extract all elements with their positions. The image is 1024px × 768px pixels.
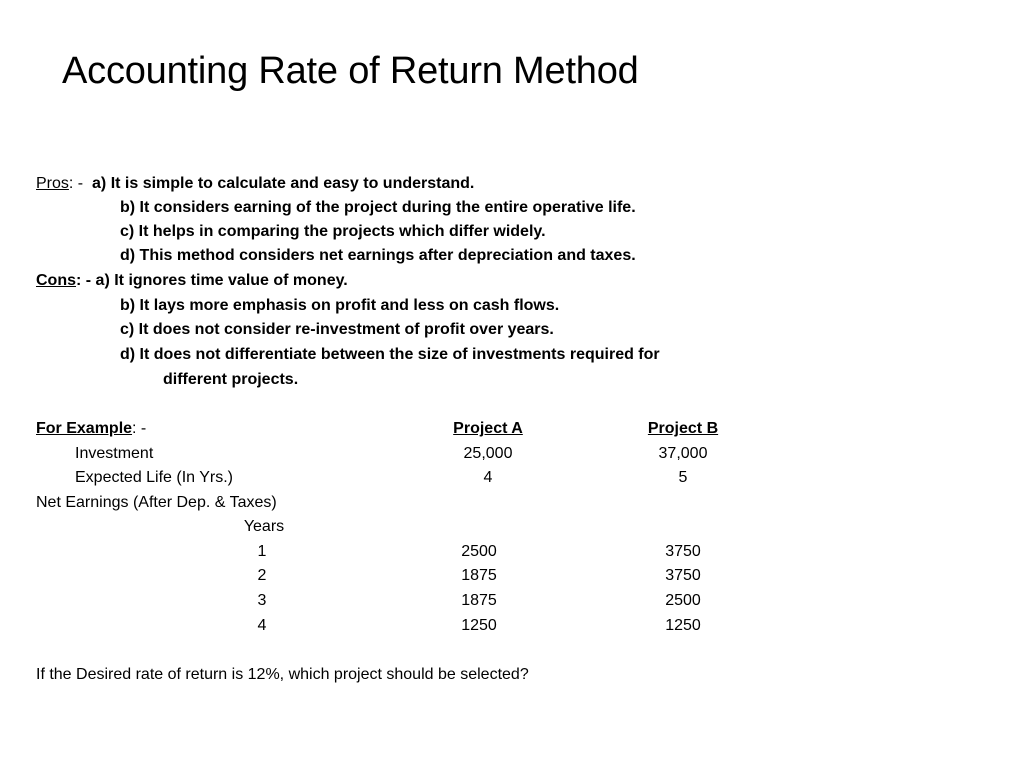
project-a-cell: 1875 — [461, 567, 497, 584]
project-b-cell: 1250 — [665, 617, 701, 634]
cons-item: d) It does not differentiate between the size of investments required for — [120, 346, 660, 363]
year-cell: 2 — [257, 567, 267, 584]
column-header-project-a: Project A — [453, 420, 523, 437]
expected-life-project-b: 5 — [678, 469, 688, 486]
pros-separator: : - — [68, 175, 88, 192]
net-earnings-label: Net Earnings (After Dep. & Taxes) — [36, 494, 277, 511]
year-cell: 1 — [257, 543, 267, 560]
project-a-cell: 1250 — [461, 617, 497, 634]
cons-line-a — [36, 269, 348, 293]
year-cell: 4 — [257, 617, 267, 634]
slide-title: Accounting Rate of Return Method — [62, 50, 639, 92]
project-b-cell: 3750 — [665, 543, 701, 560]
pros-line-a — [36, 172, 474, 196]
question-text: If the Desired rate of return is 12%, which project should be selected? — [36, 666, 529, 683]
cons-item: c) It does not consider re-investment of profit over years. — [120, 321, 554, 338]
pros-item: a) It is simple to calculate and easy to understand. — [92, 175, 475, 192]
expected-life-project-a: 4 — [483, 469, 493, 486]
expected-life-label: Expected Life (In Yrs.) — [75, 469, 233, 486]
example-separator: : - — [132, 420, 147, 437]
project-a-cell: 1875 — [461, 592, 497, 609]
cons-label: Cons — [36, 272, 76, 289]
investment-label: Investment — [75, 445, 154, 462]
example-label: For Example — [36, 420, 133, 437]
example-heading — [36, 417, 146, 441]
investment-project-b: 37,000 — [658, 445, 708, 462]
pros-item: c) It helps in comparing the projects which differ widely. — [120, 223, 546, 240]
pros-item: b) It considers earning of the project during the entire operative life. — [120, 199, 636, 216]
pros-item: d) This method considers net earnings after depreciation and taxes. — [120, 247, 636, 264]
pros-label: Pros — [36, 175, 69, 192]
cons-item: b) It lays more emphasis on profit and less on cash flows. — [120, 297, 560, 314]
year-cell: 3 — [257, 592, 267, 609]
project-a-cell: 2500 — [461, 543, 497, 560]
cons-item: different projects. — [163, 371, 299, 388]
cons-item: a) It ignores time value of money. — [95, 272, 348, 289]
years-label: Years — [243, 518, 285, 535]
column-header-project-b: Project B — [647, 420, 719, 437]
project-b-cell: 3750 — [665, 567, 701, 584]
investment-project-a: 25,000 — [463, 445, 513, 462]
project-b-cell: 2500 — [665, 592, 701, 609]
cons-separator: : - — [76, 272, 96, 289]
